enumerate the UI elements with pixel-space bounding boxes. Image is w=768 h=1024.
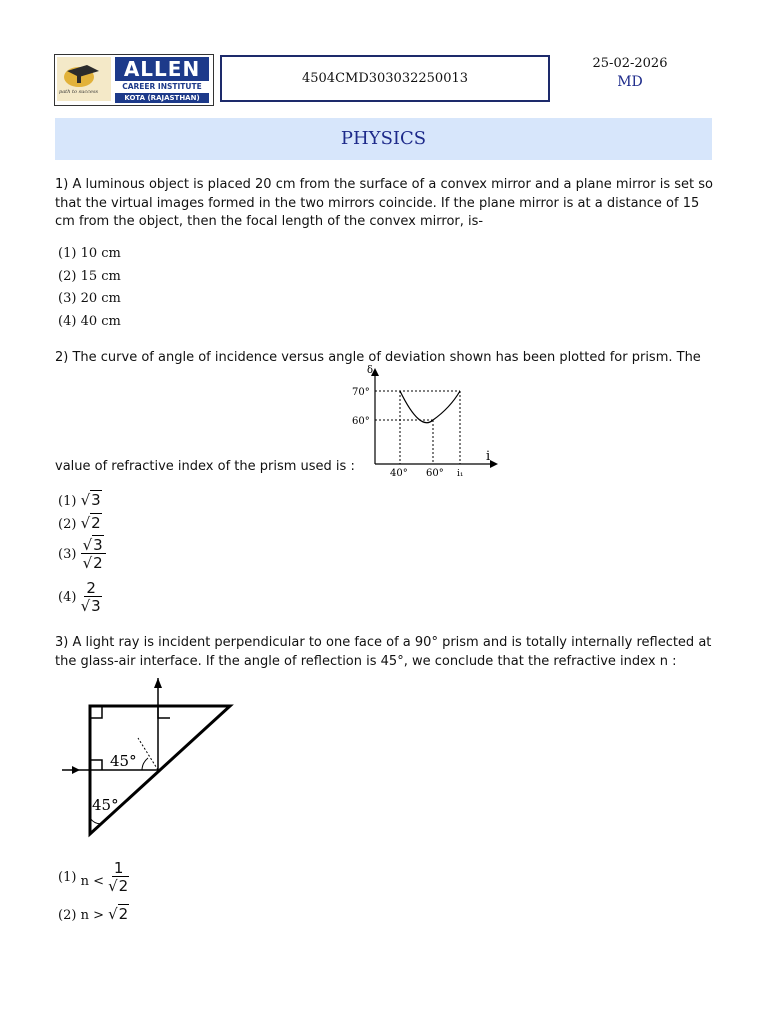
q3-option-1[interactable]: (1) n < $\frac{1}{√2}$ xyxy=(58,859,129,895)
graph-y-label: δ xyxy=(367,365,374,376)
logo-line2: KOTA (RAJASTHAN) xyxy=(115,93,209,103)
angle-45-lower: 45° xyxy=(92,796,119,814)
angle-45-upper: 45° xyxy=(110,752,137,770)
q1-option-4[interactable]: (4) 40 cm xyxy=(58,314,121,329)
logo-brand: ALLEN xyxy=(115,57,209,81)
allen-logo xyxy=(54,54,214,106)
q1-option-3[interactable]: (3) 20 cm xyxy=(58,291,121,306)
graph-x-tick-60: 60° xyxy=(426,468,444,476)
graph-x-tick-40: 40° xyxy=(390,468,408,476)
logo-tagline: path to success xyxy=(59,89,99,95)
graph-x-tick-i1: i₁ xyxy=(457,469,464,476)
fraction: $\frac{√3}{√2}$ xyxy=(81,537,106,572)
graph-x-label: i xyxy=(486,449,491,464)
sqrt: √2 xyxy=(80,514,101,532)
sqrt: √2 xyxy=(108,905,129,923)
graph-y-tick-60: 60° xyxy=(352,416,370,427)
logo-line1: CAREER INSTITUTE xyxy=(122,82,202,91)
q2-option-4[interactable]: (4) $\frac{2}{√3}$ xyxy=(58,579,101,615)
q2-option-1[interactable]: (1) √3 xyxy=(58,491,101,509)
question-1-text: 1) A luminous object is placed 20 cm from the surface of a convex mirror and a plane mirror is set so that the virtual images formed in the two mirrors coincide. If the plane mirror is at a distance of 15 cm from the object, then the focal length of the convex mirror, is- xyxy=(55,177,713,229)
q2-option-2[interactable]: (2) √2 xyxy=(58,514,101,532)
question-3-text: 3) A light ray is incident perpendicular to one face of a 90° prism and is totally internally reflected at the glass-air interface. If the angle of reflection is 45°, we conclude that the refractive index n : xyxy=(55,635,712,669)
exam-date: 25-02-2026 xyxy=(592,56,668,71)
paper-code-box: 4504CMD303032250013 xyxy=(220,55,550,102)
q3-option-2[interactable]: (2) n > √2 xyxy=(58,905,129,923)
q2-option-3[interactable]: (3) $\frac{√3}{√2}$ xyxy=(58,537,106,572)
prism-diagram xyxy=(58,674,238,838)
fraction: $\frac{1}{√2}$ xyxy=(108,859,129,895)
deviation-curve xyxy=(400,391,460,423)
q1-option-1[interactable]: (1) 10 cm xyxy=(58,246,121,261)
q1-option-2[interactable]: (2) 15 cm xyxy=(58,269,121,284)
fraction: $\frac{2}{√3}$ xyxy=(80,579,101,615)
graph-y-tick-70: 70° xyxy=(352,387,370,398)
sqrt: √3 xyxy=(80,491,101,509)
question-2-text-cont: value of refractive index of the prism used is : xyxy=(55,459,355,474)
question-2-text: 2) The curve of angle of incidence versus angle of deviation shown has been plotted for prism. The xyxy=(55,350,701,365)
stream-label: MD xyxy=(617,74,643,90)
subject-banner: PHYSICS xyxy=(55,118,712,160)
